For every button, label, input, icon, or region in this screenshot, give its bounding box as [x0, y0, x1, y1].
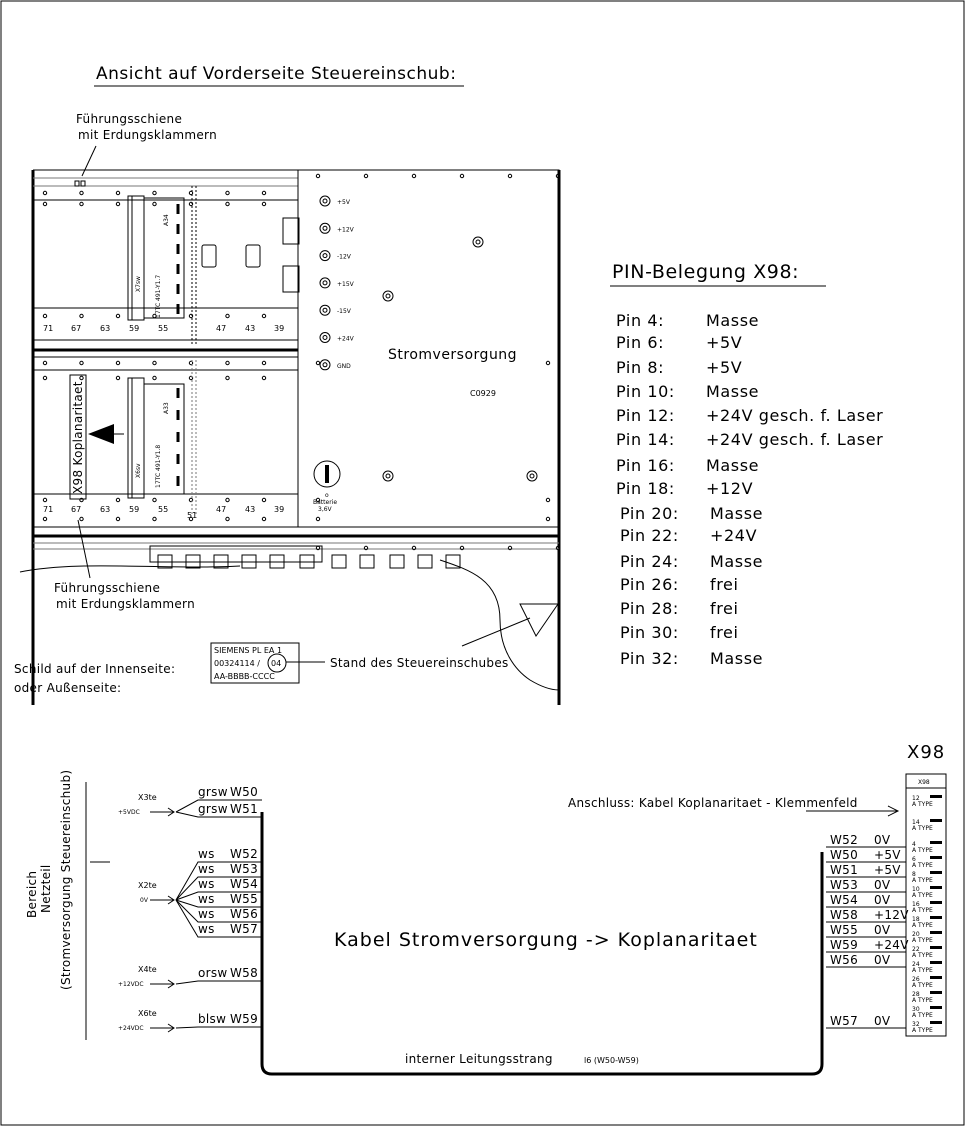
panel-screw — [386, 474, 390, 478]
connection-note: Anschluss: Kabel Koplanaritaet - Klemmenfeld — [568, 796, 858, 810]
slot-number-top: 67 — [71, 324, 82, 333]
slot-number-bottom: 51 — [187, 511, 198, 520]
source-name: X3te — [138, 793, 157, 802]
terminal-pin-type: A TYPE — [912, 847, 933, 854]
power-jack-icon — [323, 281, 327, 285]
wire-id: W57 — [830, 1014, 859, 1028]
power-rail-label: +24V — [337, 335, 354, 343]
slot-number-top: 63 — [100, 324, 111, 333]
rail-hole — [43, 191, 46, 194]
label-plate-circle-text: 04 — [271, 659, 282, 668]
source-voltage: 0V — [140, 897, 148, 904]
terminal-pin-type: A TYPE — [912, 922, 933, 929]
wire-value: 0V — [874, 953, 891, 967]
terminal-pin-number: 24 — [912, 961, 920, 968]
rail-hole — [262, 202, 265, 205]
grid-connector — [283, 266, 299, 292]
power-rail-label: -15V — [337, 308, 351, 316]
rail-hole — [412, 174, 415, 177]
terminal-pin-number: 8 — [912, 871, 916, 878]
terminal-pin-number: 14 — [912, 819, 920, 826]
rail-hole — [80, 517, 83, 520]
battery-mark: o — [325, 492, 329, 499]
rail-top-leader — [82, 146, 96, 176]
wire-id: W50 — [230, 785, 259, 799]
label-caption-line-2: oder Außenseite: — [14, 681, 122, 695]
terminal-pin-number: 6 — [912, 856, 916, 863]
panel-screw — [527, 471, 537, 481]
label-plate-line-1: SIEMENS PL EA 1 — [214, 646, 283, 655]
terminal-pin-number: 26 — [912, 976, 920, 983]
panel-screw — [383, 291, 393, 301]
rail-hole — [226, 517, 229, 520]
rail-hole — [43, 498, 46, 501]
terminal-pin-type: A TYPE — [912, 862, 933, 869]
wire-id: W52 — [830, 833, 859, 847]
terminal-pin-number: 20 — [912, 931, 920, 938]
module-top-card-label: 17TC 491-Y1.7 — [155, 274, 162, 318]
wire-color: orsw — [198, 966, 228, 980]
tray-slot — [332, 555, 346, 568]
pin-assignment-title: PIN-Belegung X98: — [612, 261, 800, 283]
rail-hole — [226, 314, 229, 317]
module-top — [128, 196, 184, 320]
terminal-header: X98 — [918, 779, 930, 786]
pin-number: Pin 8: — [616, 358, 665, 377]
terminal-pin-number: 12 — [912, 795, 920, 802]
slot-number-top: 71 — [43, 324, 54, 333]
pin-number: Pin 16: — [616, 456, 675, 475]
pin-number: Pin 22: — [620, 526, 679, 545]
module-bottom-front-panel — [128, 378, 144, 498]
module-top-slot: A34 — [163, 214, 170, 226]
wire-id: W54 — [830, 893, 859, 907]
side-label-line-3: (Stromversorgung Steuereinschub) — [59, 769, 73, 990]
terminal-pin-number: 22 — [912, 946, 920, 953]
source-voltage: +24VDC — [118, 1025, 144, 1032]
terminal-pin-mark — [930, 841, 942, 844]
rail-hole — [226, 498, 229, 501]
power-jack-icon — [323, 363, 327, 367]
dsub-connector — [202, 245, 216, 267]
source-voltage: +5VDC — [118, 809, 140, 816]
power-rail-label: +12V — [337, 226, 354, 234]
cable-title: Kabel Stromversorgung -> Koplanaritaet — [334, 929, 758, 951]
wire-value: +12V — [874, 908, 909, 922]
pin-signal: +5V — [706, 333, 743, 352]
label-plate-line-3: AA-BBBB-CCCC — [214, 672, 275, 681]
slot-number-bottom: 67 — [71, 505, 82, 514]
wire-color: ws — [198, 892, 215, 906]
rail-hole — [153, 498, 156, 501]
rail-hole — [43, 314, 46, 317]
harness-label: interner Leitungsstrang — [405, 1052, 553, 1066]
rail-hole — [116, 202, 119, 205]
terminal-pin-type: A TYPE — [912, 1027, 933, 1034]
pin-signal: +12V — [706, 479, 754, 498]
rail-hole — [546, 361, 549, 364]
pin-number: Pin 24: — [620, 552, 679, 571]
terminal-pin-type: A TYPE — [912, 997, 933, 1004]
terminal-pin-type: A TYPE — [912, 825, 933, 832]
wire-value: 0V — [874, 1014, 891, 1028]
rail-hole — [262, 517, 265, 520]
rail-hole — [226, 376, 229, 379]
rail-hole — [116, 314, 119, 317]
wire-value: 0V — [874, 893, 891, 907]
power-rail-label: +5V — [337, 199, 350, 206]
terminal-pin-type: A TYPE — [912, 907, 933, 914]
pin-number: Pin 32: — [620, 649, 679, 668]
pin-number: Pin 4: — [616, 311, 665, 330]
source-name: X6te — [138, 1009, 157, 1018]
wire-value: +5V — [874, 863, 901, 877]
pin-signal: +24V gesch. f. Laser — [706, 406, 884, 425]
battery-label: Batterie — [313, 499, 338, 506]
terminal-pin-type: A TYPE — [912, 1012, 933, 1019]
rail-hole — [153, 191, 156, 194]
cable-diagram — [25, 742, 946, 1074]
pin-signal: Masse — [710, 504, 764, 523]
connector-title: X98 — [907, 742, 946, 763]
wire-color: ws — [198, 862, 215, 876]
grid-connector — [283, 218, 299, 244]
pin-number: Pin 10: — [616, 382, 675, 401]
rail-hole — [116, 517, 119, 520]
power-jack-icon — [323, 254, 327, 258]
wire-id: W58 — [230, 966, 259, 980]
connector-wiring — [826, 833, 909, 1028]
rail-clip — [75, 181, 79, 186]
cable-curve-left — [20, 566, 240, 572]
terminal-pin-number: 16 — [912, 901, 920, 908]
front-view — [14, 64, 560, 705]
rail-hole — [226, 191, 229, 194]
rail-hole — [153, 202, 156, 205]
rail-clip — [81, 181, 85, 186]
power-jack-icon — [323, 199, 327, 203]
rail-top-line-2: mit Erdungsklammern — [78, 128, 217, 142]
wire-id: W52 — [230, 847, 259, 861]
wire-id: W59 — [830, 938, 859, 952]
terminal-pin-number: 30 — [912, 1006, 920, 1013]
rail-hole — [116, 191, 119, 194]
slot-number-bottom: 71 — [43, 505, 54, 514]
terminal-pin-number: 32 — [912, 1021, 920, 1028]
module-bottom — [70, 375, 184, 499]
rail-hole — [116, 498, 119, 501]
tray-slot — [418, 555, 432, 568]
wire-value: 0V — [874, 878, 891, 892]
power-jack-icon — [320, 223, 330, 233]
slot-number-bottom: 39 — [274, 505, 285, 514]
rail-hole — [262, 376, 265, 379]
terminal-pin-type: A TYPE — [912, 801, 933, 808]
slot-number-bottom: 55 — [158, 505, 169, 514]
rail-hole — [80, 202, 83, 205]
pin-number: Pin 20: — [620, 504, 679, 523]
wire-id: W51 — [230, 802, 259, 816]
terminal-pin-type: A TYPE — [912, 982, 933, 989]
slot-number-bottom: 47 — [216, 505, 227, 514]
panel-screw — [383, 471, 393, 481]
terminal-pin-type: A TYPE — [912, 937, 933, 944]
wire-id: W53 — [830, 878, 859, 892]
power-jack-icon — [323, 308, 327, 312]
label-plate-line-2: 00324114 / — [214, 659, 260, 668]
source-wiring — [118, 785, 262, 1032]
wire-id: W55 — [830, 923, 859, 937]
wire-id: W58 — [830, 908, 859, 922]
rail-bottom-line-1: Führungsschiene — [54, 581, 161, 595]
front-view-title: Ansicht auf Vorderseite Steuereinschub: — [96, 64, 457, 84]
pin-signal: +24V gesch. f. Laser — [706, 430, 884, 449]
power-jack-icon — [320, 196, 330, 206]
pin-number: Pin 30: — [620, 623, 679, 642]
terminal-pin-mark — [930, 961, 942, 964]
pin-list — [616, 311, 883, 668]
pin-number: Pin 6: — [616, 333, 665, 352]
power-jack-icon — [320, 305, 330, 315]
source-voltage: +12VDC — [118, 981, 144, 988]
pin-number: Pin 12: — [616, 406, 675, 425]
terminal-pin-mark — [930, 1006, 942, 1009]
wire-id: W56 — [830, 953, 859, 967]
power-rail-label: +15V — [337, 280, 354, 288]
wire-value: +5V — [874, 848, 901, 862]
rail-hole — [43, 202, 46, 205]
rail-hole — [364, 174, 367, 177]
rail-hole — [460, 174, 463, 177]
power-jack-icon — [323, 226, 327, 230]
slot-number-top: 39 — [274, 324, 285, 333]
terminal-pin-mark — [930, 976, 942, 979]
rail-hole — [43, 376, 46, 379]
dsub-connector — [246, 245, 260, 267]
power-jack-icon — [320, 360, 330, 370]
rail-hole — [43, 361, 46, 364]
rail-hole — [316, 174, 319, 177]
rail-hole — [262, 361, 265, 364]
rail-hole — [226, 361, 229, 364]
wire-value: 0V — [874, 833, 891, 847]
module-top-front-panel — [128, 196, 144, 320]
slot-number-bottom: 59 — [129, 505, 140, 514]
wire-line — [176, 1027, 262, 1028]
pin-signal: +5V — [706, 358, 743, 377]
terminal-pin-mark — [930, 819, 942, 822]
pin-signal: Masse — [710, 649, 764, 668]
rail-hole — [316, 517, 319, 520]
module-bottom-card-label: 17TC 491-Y1.8 — [155, 444, 162, 488]
pin-signal: Masse — [710, 552, 764, 571]
terminal-pin-number: 10 — [912, 886, 920, 893]
status-text: Stand des Steuereinschubes — [330, 656, 509, 670]
cable-curve — [440, 560, 559, 690]
wire-line — [176, 981, 262, 984]
rail-bottom-line-2: mit Erdungsklammern — [56, 597, 195, 611]
rail-hole — [546, 517, 549, 520]
wire-id: W53 — [230, 862, 259, 876]
wire-color: ws — [198, 847, 215, 861]
rail-hole — [262, 498, 265, 501]
module-bottom-label: X6sv — [135, 463, 142, 478]
source-name: X4te — [138, 965, 157, 974]
terminal-pin-type: A TYPE — [912, 877, 933, 884]
panel-screw — [530, 474, 534, 478]
terminal-pin-type: A TYPE — [912, 892, 933, 899]
rail-hole — [153, 361, 156, 364]
rail-hole — [546, 498, 549, 501]
rail-hole — [316, 361, 319, 364]
power-rail-label: GND — [337, 362, 351, 370]
wire-color: blsw — [198, 1012, 227, 1026]
power-jack-icon — [320, 251, 330, 261]
terminal-pin-number: 28 — [912, 991, 920, 998]
slot-number-bottom: 43 — [245, 505, 256, 514]
terminal-pin-mark — [930, 931, 942, 934]
pin-signal: frei — [710, 599, 739, 618]
terminal-pin-number: 4 — [912, 841, 916, 848]
wire-color: grsw — [198, 785, 228, 799]
terminal-pin-mark — [930, 991, 942, 994]
rail-hole — [262, 314, 265, 317]
power-panel-code: C0929 — [470, 389, 496, 398]
wire-value: +24V — [874, 938, 909, 952]
terminal-pin-mark — [930, 1021, 942, 1024]
wire-color: grsw — [198, 802, 228, 816]
pin-signal: Masse — [706, 311, 760, 330]
label-caption-line-1: Schild auf der Innenseite: — [14, 662, 176, 676]
wire-id: W57 — [230, 922, 259, 936]
panel-screw — [476, 240, 480, 244]
battery-slot-icon — [325, 465, 329, 483]
rail-top-line-1: Führungsschiene — [76, 112, 183, 126]
power-jack-icon — [320, 278, 330, 288]
pin-number: Pin 26: — [620, 575, 679, 594]
koplanaritaet-label: X98 Koplanaritaet — [71, 381, 85, 494]
power-rail-label: -12V — [337, 253, 351, 261]
tray-slot — [390, 555, 404, 568]
terminal-pins — [912, 795, 942, 1034]
wire-id: W55 — [230, 892, 259, 906]
rail-hole — [43, 517, 46, 520]
power-jack-icon — [323, 336, 327, 340]
slot-number-top: 55 — [158, 324, 169, 333]
slot-number-top: 43 — [245, 324, 256, 333]
rail-hole — [153, 517, 156, 520]
rail-hole — [262, 191, 265, 194]
wire-id: W56 — [230, 907, 259, 921]
wire-id: W54 — [230, 877, 259, 891]
wire-id: W50 — [830, 848, 859, 862]
pin-signal: Masse — [706, 382, 760, 401]
terminal-pin-number: 18 — [912, 916, 920, 923]
rail-hole — [80, 314, 83, 317]
wire-value: 0V — [874, 923, 891, 937]
rail-hole — [508, 174, 511, 177]
source-name: X2te — [138, 881, 157, 890]
wire-color: ws — [198, 922, 215, 936]
wire-id: W51 — [830, 863, 859, 877]
slot-number-top: 59 — [129, 324, 140, 333]
power-jack-icon — [320, 333, 330, 343]
rail-hole — [226, 202, 229, 205]
power-panel — [298, 170, 559, 527]
pin-number: Pin 14: — [616, 430, 675, 449]
terminal-pin-type: A TYPE — [912, 952, 933, 959]
terminal-pin-type: A TYPE — [912, 967, 933, 974]
panel-screw — [473, 237, 483, 247]
harness-count: l6 (W50-W59) — [584, 1056, 639, 1065]
wire-color: ws — [198, 877, 215, 891]
terminal-pin-mark — [930, 946, 942, 949]
rail-hole — [80, 361, 83, 364]
pin-number: Pin 18: — [616, 479, 675, 498]
rail-hole — [116, 361, 119, 364]
wire-id: W59 — [230, 1012, 259, 1026]
rail-hole — [153, 376, 156, 379]
battery-voltage: 3,6V — [318, 506, 332, 513]
pin-assignment — [610, 261, 883, 668]
rail-hole — [80, 191, 83, 194]
module-bottom-slot: A33 — [163, 402, 170, 414]
power-panel-name: Stromversorgung — [388, 347, 518, 363]
rail-hole — [116, 376, 119, 379]
terminal-pin-mark — [930, 871, 942, 874]
slot-number-top: 47 — [216, 324, 227, 333]
terminal-pin-mark — [930, 795, 942, 798]
wire-color: ws — [198, 907, 215, 921]
side-label-line-1: Bereich — [25, 870, 39, 918]
pin-signal: frei — [710, 623, 739, 642]
stand-arrow-shaft — [462, 618, 530, 646]
side-label-line-2: Netzteil — [39, 864, 53, 913]
tray-housing — [150, 546, 322, 562]
pin-signal: frei — [710, 575, 739, 594]
pin-number: Pin 28: — [620, 599, 679, 618]
tray-slot — [360, 555, 374, 568]
pin-signal: +24V — [710, 526, 758, 545]
terminal-pin-mark — [930, 916, 942, 919]
rail-hole — [80, 376, 83, 379]
power-rail-list — [320, 196, 355, 370]
panel-screw — [386, 294, 390, 298]
insertion-arrow-icon — [88, 424, 114, 444]
module-top-label: X7sw — [135, 276, 142, 292]
terminal-pin-mark — [930, 901, 942, 904]
pin-signal: Masse — [706, 456, 760, 475]
terminal-pin-mark — [930, 856, 942, 859]
terminal-pin-mark — [930, 886, 942, 889]
slot-number-bottom: 63 — [100, 505, 111, 514]
